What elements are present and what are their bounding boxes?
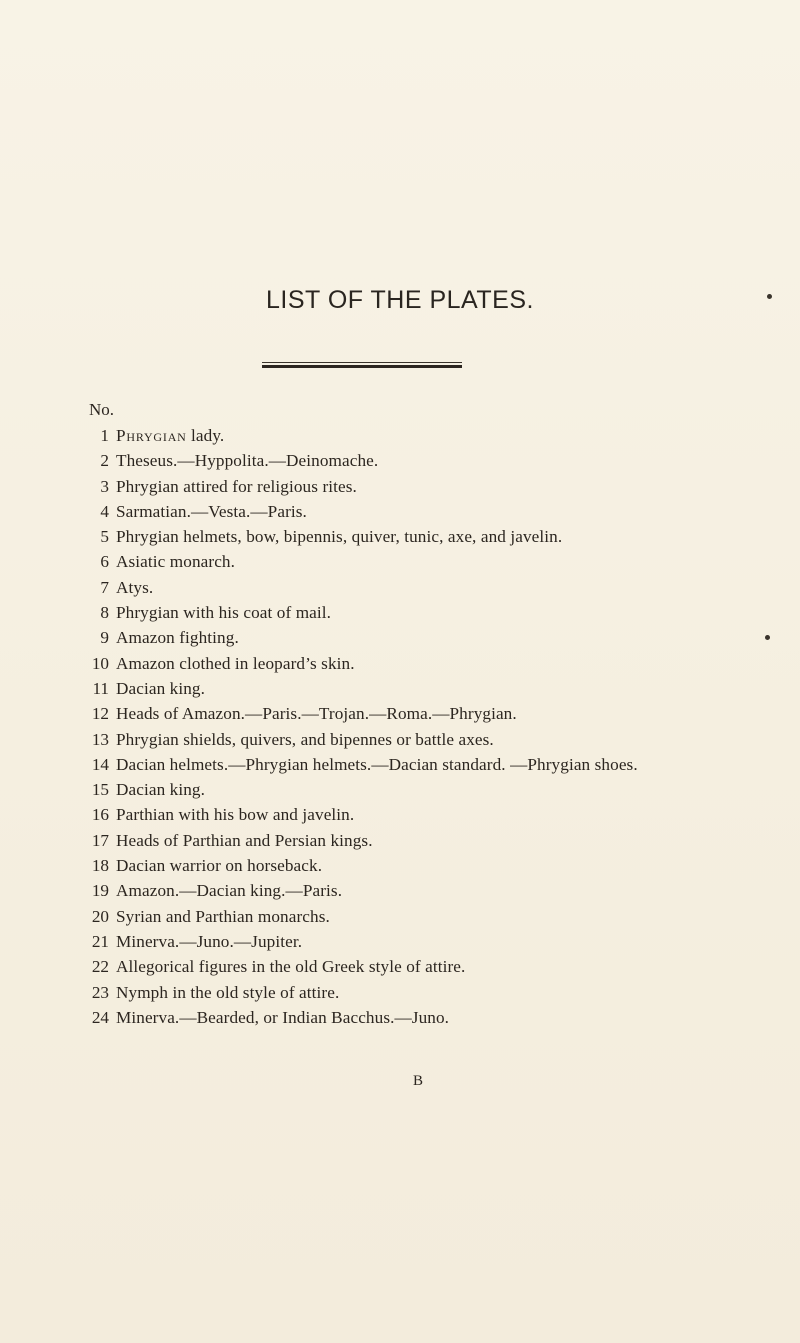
plate-number: 12 [91,704,109,724]
plate-description-text: Amazon fighting. [116,628,239,648]
plate-description-text: Theseus.—Hyppolita.—Deinomache. [116,451,379,471]
plate-description-text: Phrygian helmets, bow, bipennis, quiver, tunic, axe, and javelin. [116,527,563,547]
plate-number: 11 [92,678,109,698]
plate-description [116,727,728,752]
plate-number: 4 [100,501,109,521]
plate-description [116,1005,728,1030]
list-item [88,676,728,701]
plate-number: 15 [91,780,109,800]
plate-number: 6 [100,552,109,572]
plate-number: 19 [91,881,109,901]
plate-description-text: Minerva.—Juno.—Jupiter. [116,931,303,951]
plate-description-text: Heads of Parthian and Persian kings. [116,830,373,850]
list-item [88,853,728,878]
list-item [88,777,728,802]
plate-number: 23 [91,982,109,1002]
plate-number: 14 [91,754,109,774]
plate-description-text: Phrygian with his coat of mail. [116,603,332,623]
plate-description-text: lady. [186,426,225,445]
plate-number: 5 [100,527,109,547]
plate-description [116,448,728,473]
plate-number: 17 [91,830,109,850]
plate-description-text: Minerva.—Bearded, or Indian Bacchus.—Juno. [116,1007,450,1027]
plate-description [116,549,728,574]
list-item [88,727,728,752]
list-item [88,929,728,954]
plate-description [116,676,728,701]
ink-speck [765,635,770,640]
list-item [88,828,728,853]
list-item [88,980,728,1005]
plate-description-text: Dacian helmets.—Phrygian helmets.—Dacian standard. —Phrygian shoes. [116,754,638,774]
list-item [88,701,728,726]
rule-thick-line [262,365,462,368]
plate-number: 18 [91,856,109,876]
plate-description [116,752,728,777]
plate-description [116,954,728,979]
list-item [88,878,728,903]
title-rule [262,362,462,368]
plate-description-text: Dacian warrior on horseback. [116,856,323,876]
plate-description-text: Allegorical figures in the old Greek style of attire. [116,957,466,977]
plate-description-text: Asiatic monarch. [116,552,236,572]
plate-number: 1 [100,426,109,445]
plate-description [116,828,728,853]
column-label: No. [89,400,115,419]
plate-description [116,878,728,903]
page-title: LIST OF THE PLATES. [266,286,534,314]
plate-number: 7 [100,577,109,597]
list-item [88,802,728,827]
list-item [88,600,728,625]
plate-description-text: Parthian with his bow and javelin. [116,805,355,825]
plates-list [88,423,728,1030]
plate-description-lead: Phrygian [116,426,187,445]
plate-number: 2 [100,451,109,471]
plate-number: 13 [91,729,109,749]
plate-description [116,474,728,499]
plate-description [116,651,728,676]
plate-number: 16 [91,805,109,825]
plate-description-text: Amazon clothed in leopard’s skin. [116,653,355,673]
list-item [88,423,728,448]
list-item [88,1005,728,1030]
plate-description-text: Nymph in the old style of attire. [116,982,340,1002]
signature-mark: B [412,1073,423,1089]
rule-thin-line [262,362,462,363]
plate-description [116,904,728,929]
list-item [88,448,728,473]
ink-speck [767,294,772,299]
plate-description-text: Phrygian shields, quivers, and bipennes or battle axes. [116,729,494,749]
plate-description [116,575,728,600]
list-item [88,904,728,929]
plate-description-text: Amazon.—Dacian king.—Paris. [116,881,343,901]
plate-description [116,853,728,878]
plate-description-text: Syrian and Parthian monarchs. [116,906,330,926]
plate-description-text: Heads of Amazon.—Paris.—Trojan.—Roma.—Phrygian. [116,704,517,724]
plate-description-text: Phrygian attired for religious rites. [116,476,357,496]
plate-description [116,600,728,625]
plate-description-text: Dacian king. [116,780,206,800]
plate-description [116,423,728,448]
plate-description [116,625,728,650]
plate-description [116,802,728,827]
plate-number: 9 [100,628,109,648]
plate-number: 20 [91,906,109,926]
list-item [88,625,728,650]
plate-description [116,777,728,802]
plate-description [116,499,728,524]
plate-description [116,980,728,1005]
list-item [88,549,728,574]
list-item [88,575,728,600]
plate-description [116,929,728,954]
list-item [88,752,728,777]
plate-description-text: Sarmatian.—Vesta.—Paris. [116,501,307,521]
plate-description [116,701,728,726]
list-item [88,524,728,549]
plate-number: 24 [91,1007,109,1027]
list-item [88,651,728,676]
list-item [88,954,728,979]
list-item [88,499,728,524]
plate-number: 21 [91,931,109,951]
plate-description-text: Dacian king. [116,678,206,698]
plate-description-text: Atys. [116,577,154,597]
plate-number: 8 [100,603,109,623]
plate-description [116,524,728,549]
plate-number: 3 [100,476,109,496]
plate-number: 10 [91,653,109,673]
list-item [88,474,728,499]
plate-number: 22 [91,957,109,977]
